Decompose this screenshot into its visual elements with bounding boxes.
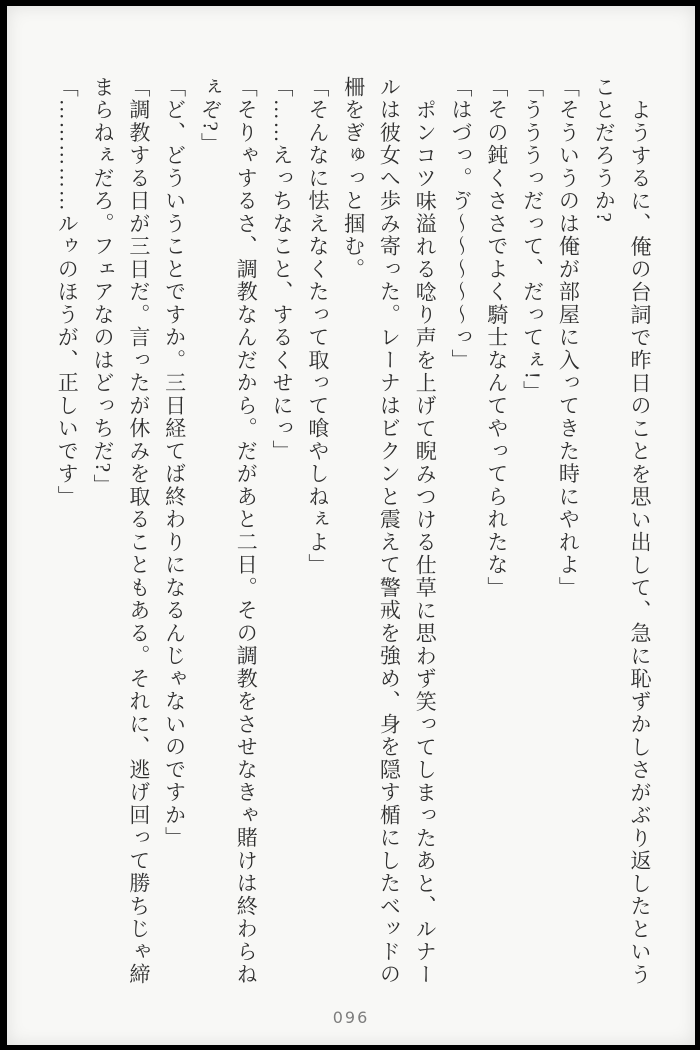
text-column: 「……えっちなこと、するくせにっ」 — [270, 76, 295, 463]
text-column: まらねぇだろ。フェアなのはどっちだ?」 — [91, 76, 116, 497]
text-column: ことだろうか? — [592, 76, 617, 224]
text-column: 「はづっ。ゔ〜〜〜〜〜っ」 — [449, 76, 474, 372]
text-column: 「そういうのは俺が部屋に入ってきた時にやれよ」 — [556, 76, 581, 600]
book-page — [7, 6, 695, 1045]
page-number: 096 — [332, 1008, 370, 1027]
text-column: 「調教する日が三日だ。言ったが休みを取ることもある。それに、逃げ回って勝ちじゃ締 — [126, 76, 151, 986]
text-column: 「うううっだって、だってぇ!」 — [520, 76, 545, 404]
text-column: ぇぞ?」 — [198, 76, 223, 156]
text-column: 「そりゃするさ、調教なんだから。だがあと二日。その調教をさせなきゃ賭けは終わらね — [234, 76, 259, 986]
text-column: ようするに、俺の台詞で昨日のことを思い出して、急に恥ずかしさがぶり返したという — [628, 98, 652, 986]
text-column: 「その鈍くささでよく騎士なんてやってられたな」 — [484, 76, 509, 600]
text-column: ルは彼女へ歩み寄った。レーナはビクンと震えて警戒を強め、身を隠す楯にしたベッドの — [377, 76, 402, 986]
text-column: ポンコツ味溢れる唸り声を上げて睨みつける仕草に思わず笑ってしまったあと、ルナー — [413, 98, 438, 986]
vertical-text-area — [47, 76, 657, 988]
text-column: 「ど、どういうことですか。三日経てば終わりになるんじゃないのですか」 — [162, 76, 187, 850]
text-column: 柵をぎゅっと掴む。 — [341, 76, 366, 281]
text-column: 「そんなに怯えなくたって取って喰やしねぇよ」 — [305, 76, 330, 577]
text-column: 「……………ルゥのほうが、正しいです」 — [55, 76, 80, 509]
